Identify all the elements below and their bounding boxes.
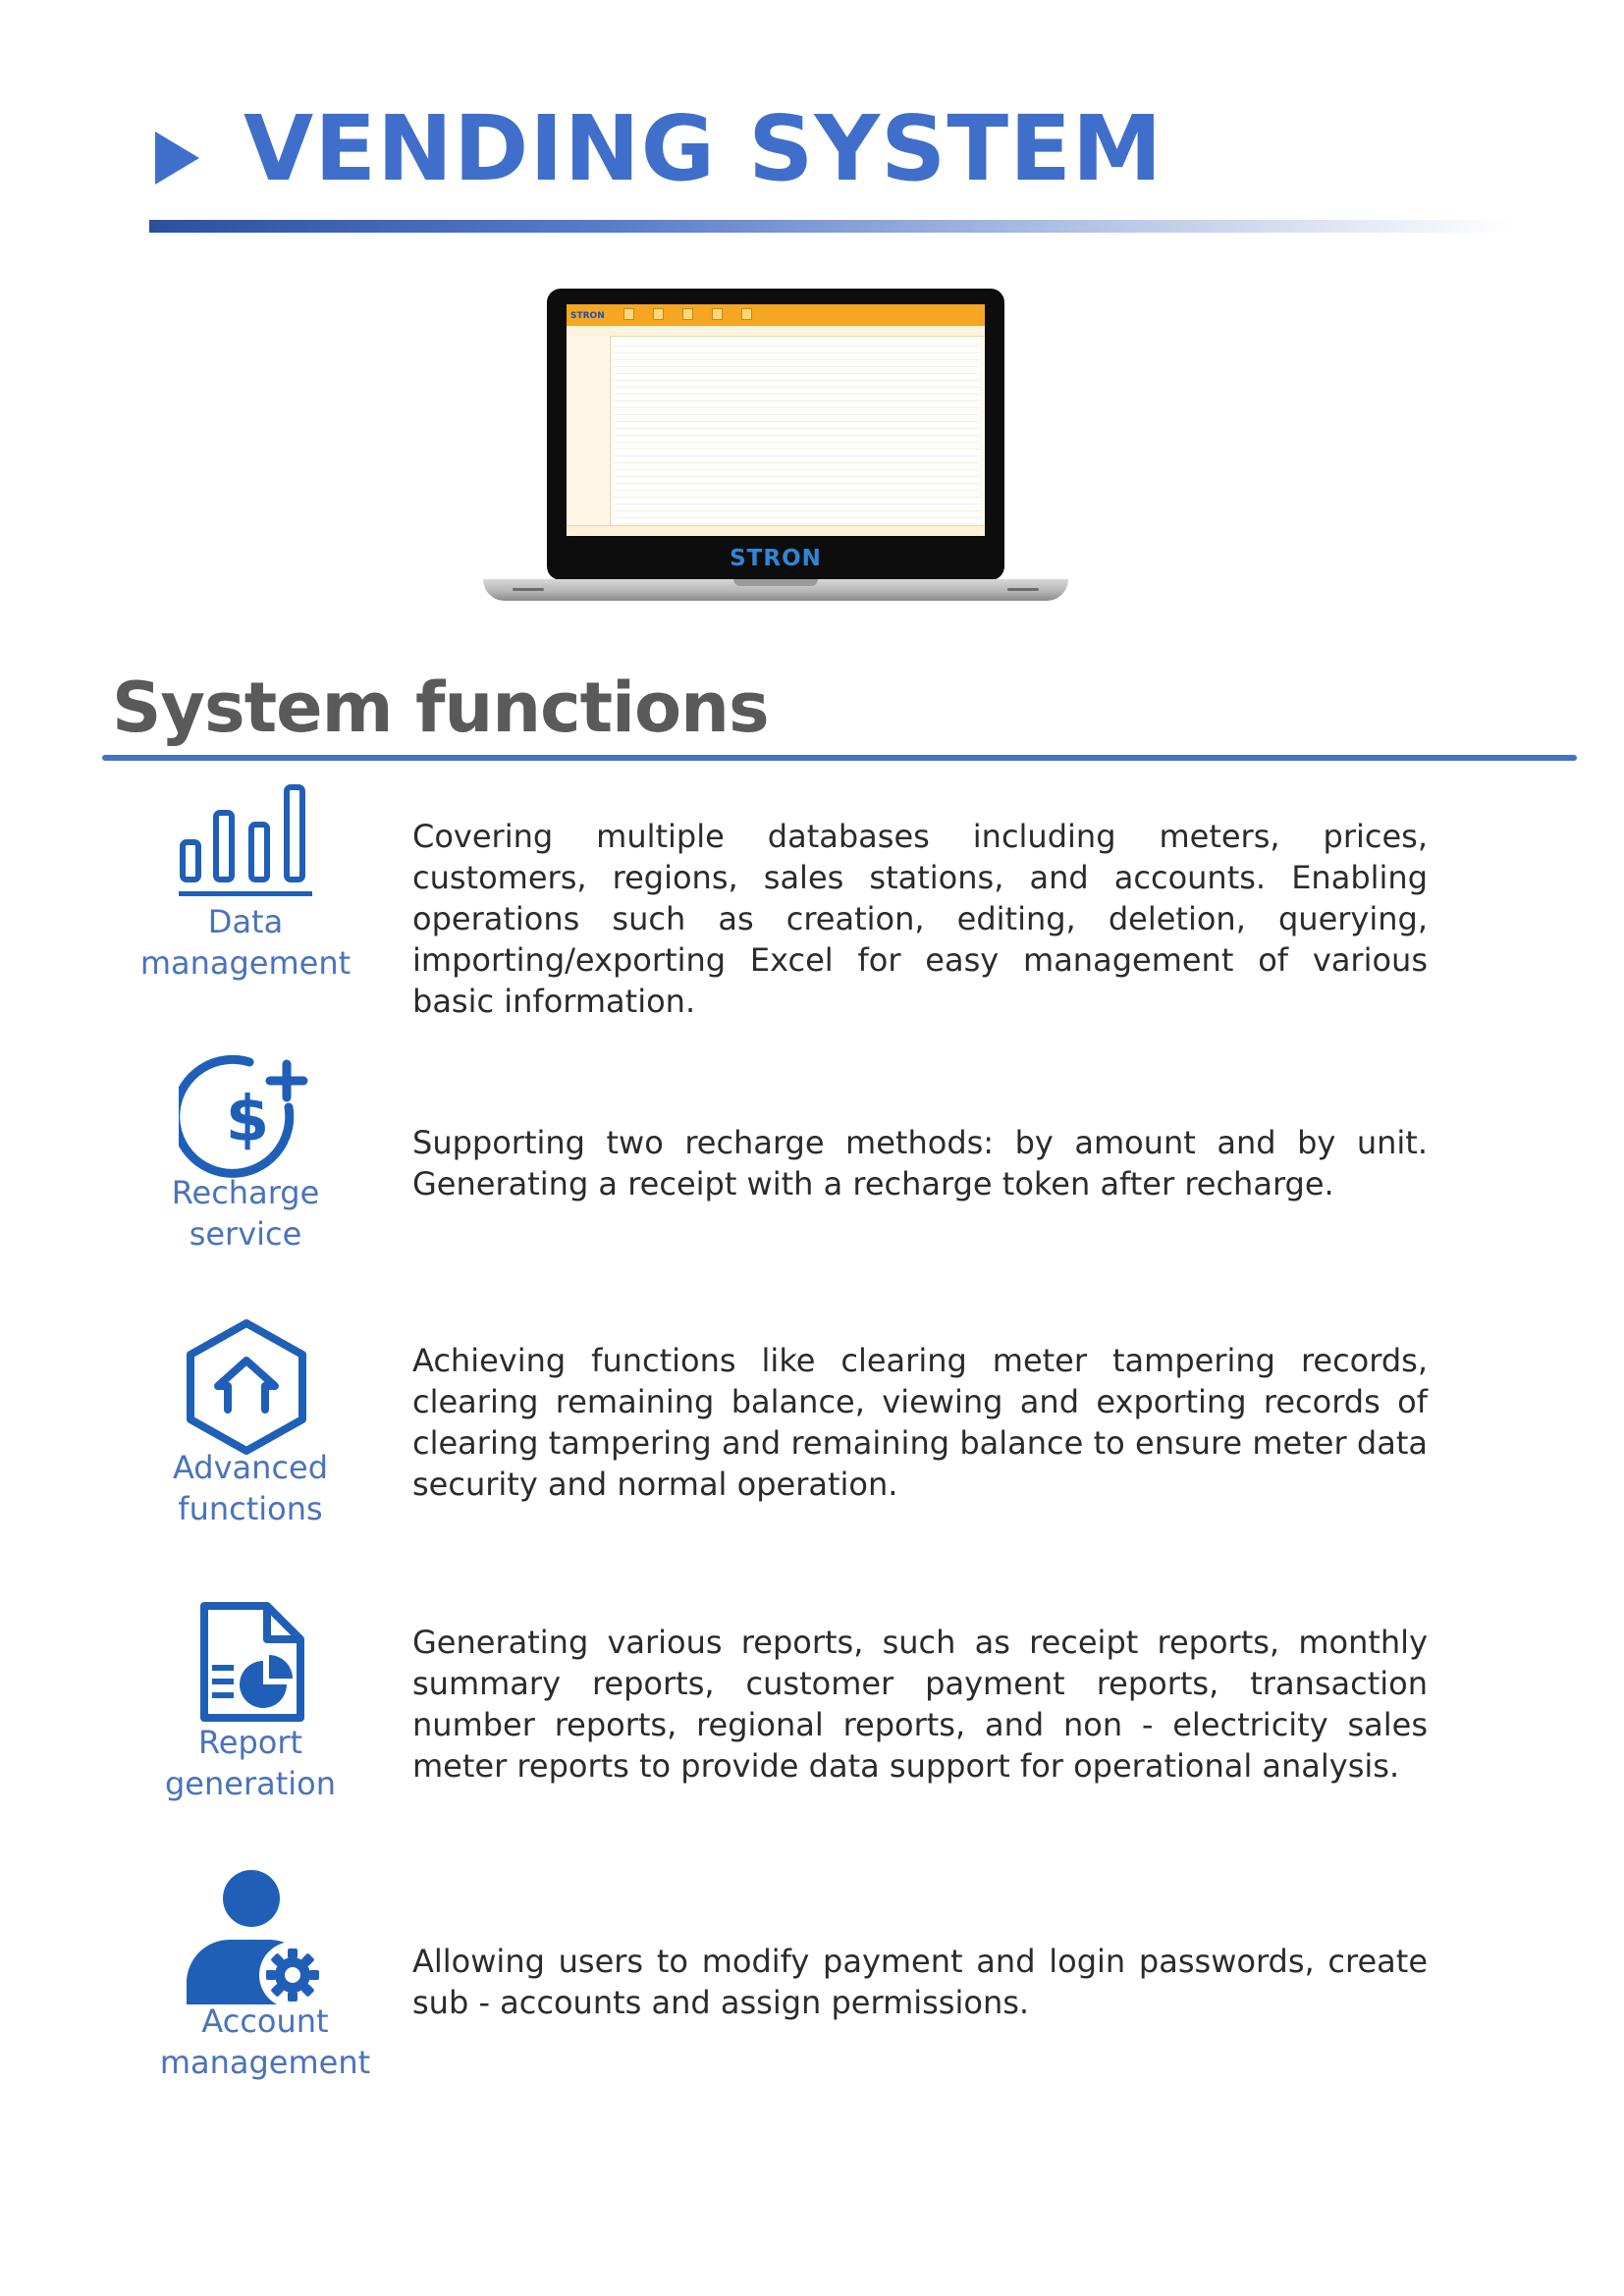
function-label-report-generation bbox=[118, 1722, 383, 1804]
laptop-screen bbox=[567, 304, 985, 536]
function-description: Supporting two recharge methods: by amount and by unit. Generating a receipt with a recharge token after recharge. bbox=[412, 1124, 1428, 1202]
laptop-lid bbox=[547, 289, 1004, 580]
function-description: Generating various reports, such as receipt reports, monthly summary reports, customer payment reports, transaction number reports, regional reports, and non - electricity sales meter reports to provide data support for operational analysis. bbox=[412, 1624, 1428, 1785]
screen-sidebar bbox=[567, 336, 611, 526]
label-line: Report bbox=[197, 1724, 303, 1761]
dollar-plus-icon bbox=[179, 1050, 316, 1182]
screen-data-grid bbox=[614, 340, 979, 522]
label-line: management bbox=[139, 944, 352, 982]
laptop-base-notch bbox=[733, 579, 818, 586]
function-label-recharge-service bbox=[118, 1172, 373, 1255]
toolbar-icon bbox=[682, 308, 693, 320]
toolbar-icon bbox=[623, 308, 634, 320]
label-line: Account bbox=[201, 2002, 329, 2040]
user-gear-icon bbox=[183, 1869, 326, 2006]
label-line: management bbox=[159, 2044, 371, 2081]
report-document-icon bbox=[196, 1600, 308, 1726]
play-triangle-icon bbox=[155, 132, 199, 185]
screen-logo: STRON bbox=[570, 311, 605, 321]
screen-statusbar bbox=[567, 525, 985, 536]
section-title: System functions bbox=[112, 667, 769, 748]
bar-chart-icon bbox=[173, 781, 318, 903]
title-underline-gradient bbox=[149, 220, 1514, 233]
label-line: Recharge bbox=[171, 1174, 320, 1211]
toolbar-icon bbox=[712, 308, 723, 320]
section-divider bbox=[102, 755, 1577, 761]
function-description: Allowing users to modify payment and login passwords, create sub - accounts and assign permissions. bbox=[412, 1943, 1428, 2021]
function-label-data-management bbox=[118, 901, 373, 984]
function-description: Covering multiple databases including meters, prices, customers, regions, sales stations, and accounts. Enabling operations such as creation, editing, deletion, querying, importing/exporting Excel for easy management of various basic information. bbox=[412, 818, 1428, 1020]
laptop-base-slot bbox=[1007, 588, 1039, 591]
laptop-illustration bbox=[483, 289, 1068, 613]
function-label-account-management bbox=[137, 2001, 393, 2083]
function-label-advanced-functions bbox=[118, 1447, 383, 1529]
page-title: VENDING SYSTEM bbox=[244, 96, 1164, 201]
screen-tabbar bbox=[567, 326, 985, 337]
label-line: Advanced bbox=[172, 1449, 329, 1486]
label-line: generation bbox=[164, 1765, 337, 1802]
label-line: Data bbox=[207, 903, 284, 940]
laptop-base-slot bbox=[513, 588, 544, 591]
laptop-brand-logo: STRON bbox=[730, 546, 822, 571]
toolbar-icon bbox=[741, 308, 752, 320]
label-line: functions bbox=[178, 1490, 323, 1527]
toolbar-icon bbox=[653, 308, 664, 320]
screen-toolbar bbox=[567, 304, 985, 326]
function-description: Achieving functions like clearing meter tampering records, clearing remaining balance, viewing and exporting records of clearing tampering and remaining balance to ensure meter data security and normal operation. bbox=[412, 1342, 1428, 1503]
svg-text:$: $ bbox=[225, 1084, 270, 1156]
hexagon-upload-icon bbox=[181, 1317, 312, 1457]
label-line: service bbox=[189, 1215, 302, 1253]
